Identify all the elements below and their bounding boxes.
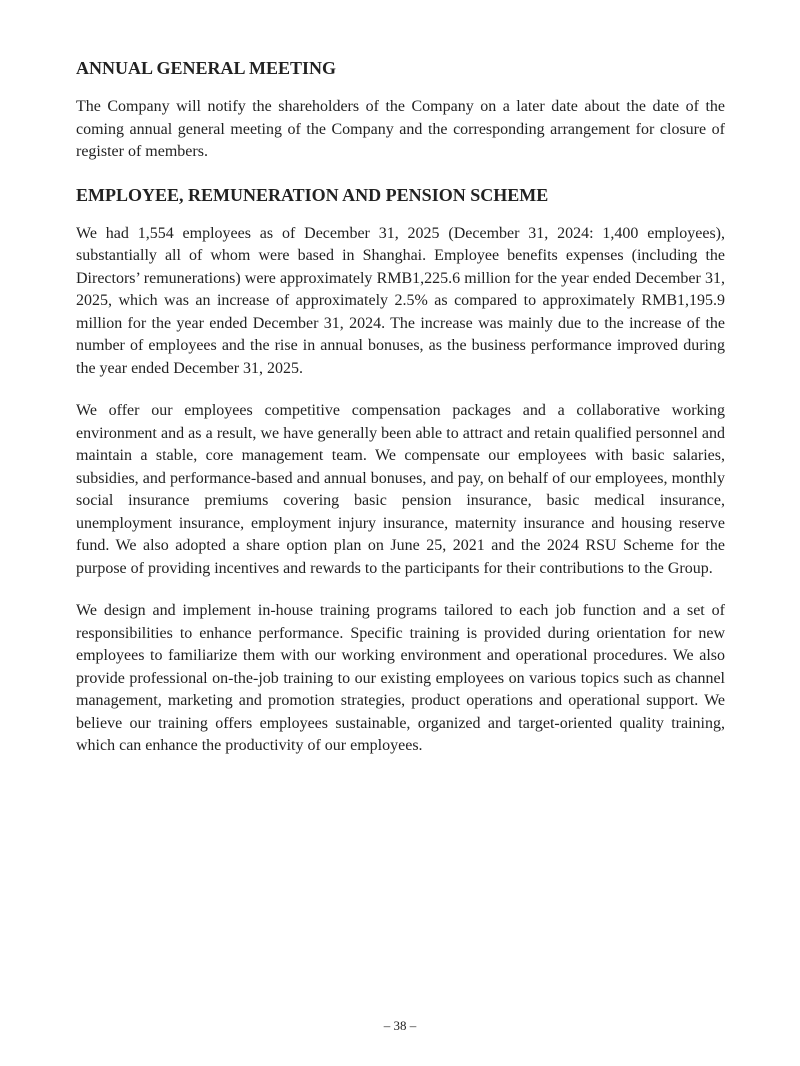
paragraph-training-programs: We design and implement in-house training programs tailored to each job function and a set of responsibilities to enhance performance. Specific training is provided during orientation for new employees to familiarize them with our working environment and operational procedures. We also provide professional on-the-job training to our existing employees on various topics such as channel management, marketing and promotion strategies, product operations and operational support. We believe our training offers employees sustainable, organized and target-oriented quality training, which can enhance the productivity of our employees. — [76, 602, 725, 754]
paragraph-agm-notice: The Company will notify the shareholders of the Company on a later date about the date of the coming annual general meeting of the Company and the corresponding arrangement for closure of register of members. — [76, 98, 725, 160]
section-heading-employee-remuneration: EMPLOYEE, REMUNERATION AND PENSION SCHEME — [76, 184, 549, 205]
paragraph-compensation-packages: We offer our employees competitive compensation packages and a collaborative working environment and as a result, we have generally been able to attract and retain qualified personnel and maintain a stable, core management team. We compensate our employees with basic salaries, subsidies, and performance-based and annual bonuses, and pay, on behalf of our employees, monthly social insurance premiums covering basic pension insurance, basic medical insurance, unemployment insurance, employment injury insurance, maternity insurance and housing reserve fund. We also adopted a share option plan on June 25, 2021 and the 2024 RSU Scheme for the purpose of providing incentives and rewards to the participants for their contributions to the Group. — [76, 402, 725, 577]
document-page — [76, 56, 725, 778]
page-number: – 38 – — [383, 1018, 417, 1033]
paragraph-employee-count: We had 1,554 employees as of December 31, 2025 (December 31, 2024: 1,400 employees), substantially all of whom were based in Shanghai. Employee benefits expenses (including the Directors’ remunerations) were approximately RMB1,225.6 million for the year ended December 31, 2025, which was an increase of approximately 2.5% as compared to approximately RMB1,195.9 million for the year ended December 31, 2024. The increase was mainly due to the increase of the number of employees and the rise in annual bonuses, as the business performance improved during the year ended December 31, 2025. — [76, 224, 725, 377]
section-heading-annual-general-meeting: ANNUAL GENERAL MEETING — [76, 58, 337, 78]
